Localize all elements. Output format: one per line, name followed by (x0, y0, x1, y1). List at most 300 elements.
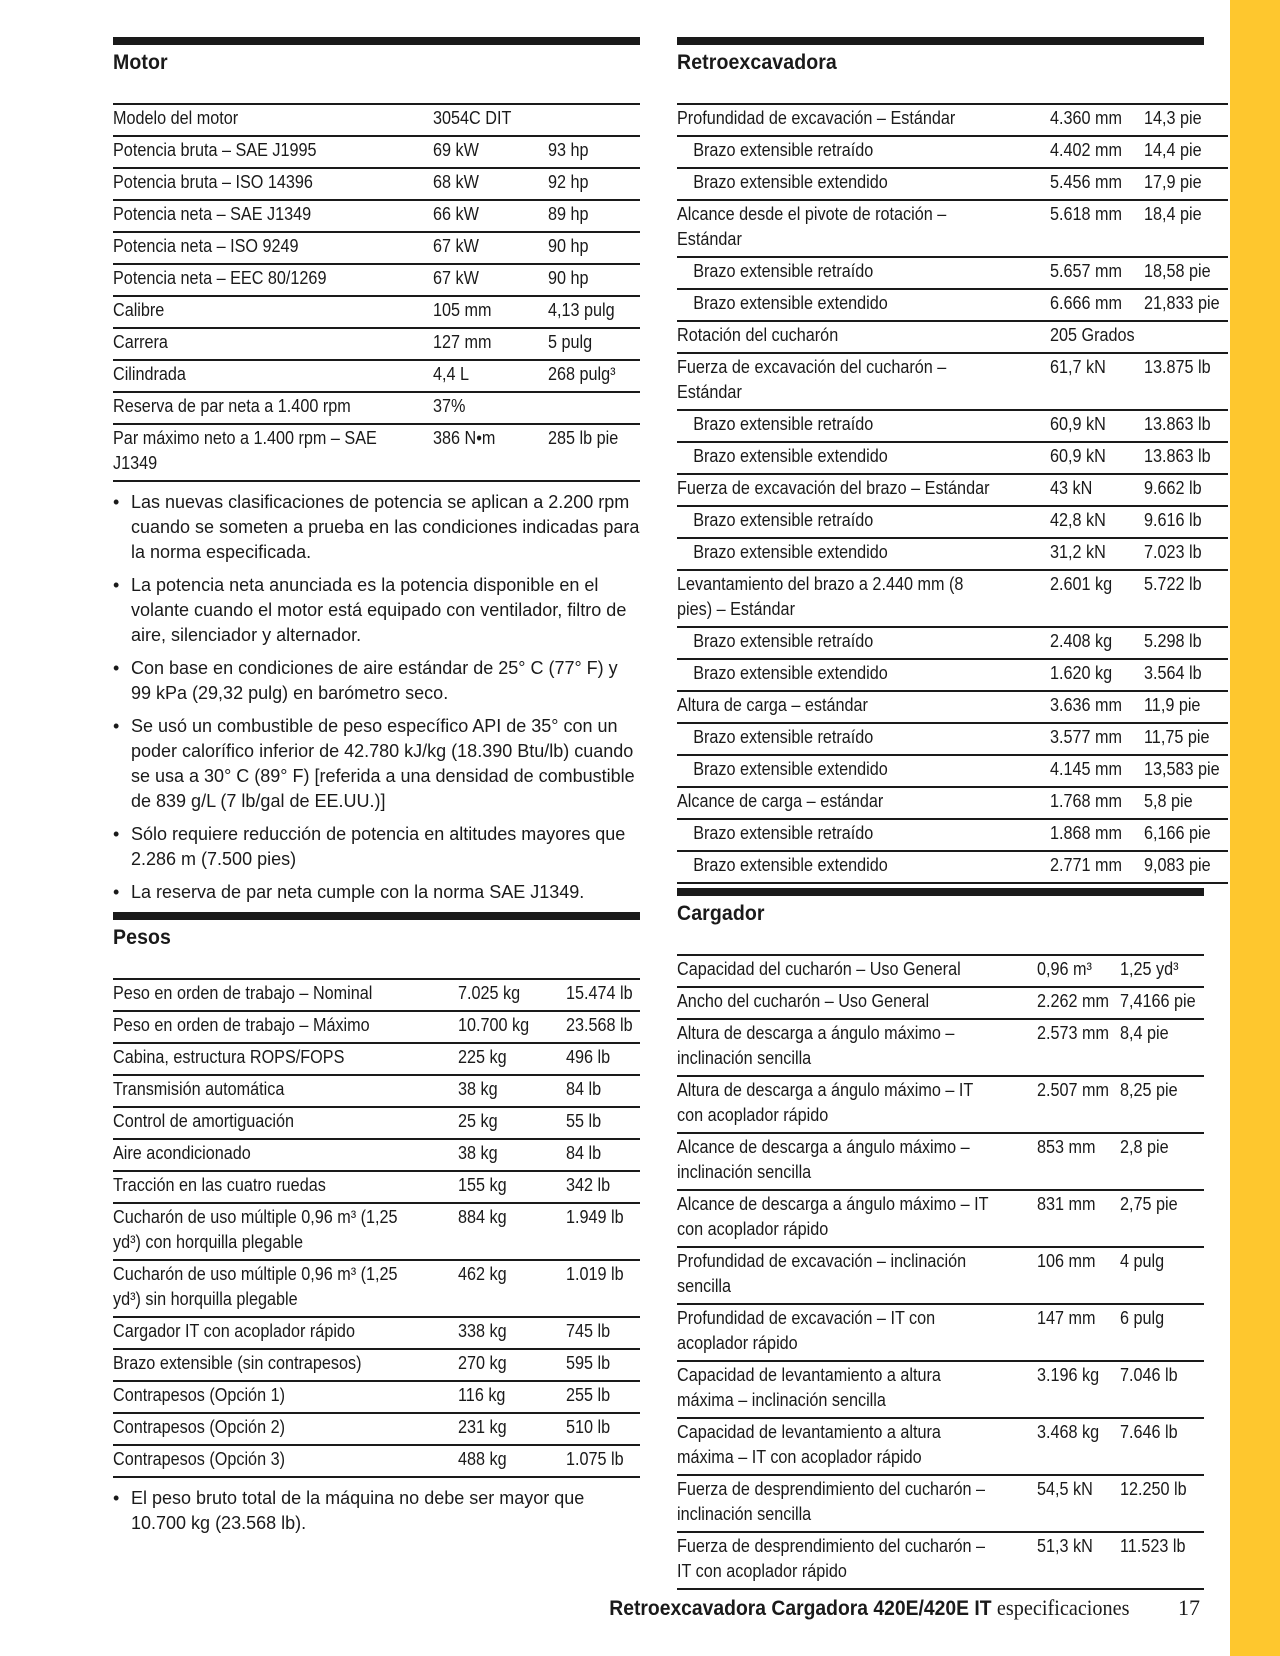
cell-text: Fuerza de desprendimiento del cucharón – IT con acoplador rápido (677, 1536, 985, 1581)
cell-text: 1.620 kg (1050, 663, 1113, 683)
cell-text: Capacidad de levantamiento a altura máxima – IT con acoplador rápido (677, 1422, 941, 1467)
spec-row (113, 296, 640, 328)
retro-spec-table (677, 103, 1228, 884)
spec-english (1120, 1133, 1204, 1190)
spec-metric (1050, 570, 1144, 627)
spec-english (566, 1413, 640, 1445)
cell-text: 90 hp (548, 268, 589, 288)
cell-text: 43 kN (1050, 478, 1093, 498)
cell-text: 3.577 mm (1050, 727, 1123, 747)
cell-text: 66 kW (433, 204, 479, 224)
spec-metric (433, 168, 548, 200)
spec-label (113, 1011, 458, 1043)
cell-text: Rotación del cucharón (677, 325, 839, 345)
section-rule (677, 37, 1204, 45)
spec-row (677, 1133, 1204, 1190)
spec-label (113, 424, 433, 481)
cell-text: 61,7 kN (1050, 357, 1106, 377)
spec-english (548, 360, 640, 392)
cell-text: 4,4 L (433, 364, 470, 384)
spec-english (1120, 987, 1204, 1019)
spec-english (548, 296, 640, 328)
spec-label (677, 1361, 1037, 1418)
cell-text: 11.523 lb (1119, 1536, 1186, 1556)
spec-metric (458, 1445, 566, 1477)
spec-label (113, 1381, 458, 1413)
section-title: Motor (113, 51, 168, 74)
bullet-icon: • (113, 1488, 120, 1508)
bullet-note (113, 573, 640, 648)
cell-text: Calibre (113, 300, 165, 320)
spec-english (1120, 1532, 1204, 1589)
cell-text: 31,2 kN (1050, 542, 1106, 562)
spec-english (1120, 1247, 1204, 1304)
spec-english (1144, 691, 1228, 723)
spec-label (113, 360, 433, 392)
spec-row (677, 168, 1228, 200)
spec-row (113, 1445, 640, 1477)
motor-notes (113, 490, 640, 905)
spec-row (677, 987, 1204, 1019)
spec-label (677, 987, 1037, 1019)
section-title: Pesos (113, 926, 172, 949)
spec-row (113, 424, 640, 481)
cell-text: Brazo extensible retraído (693, 261, 874, 281)
spec-english (566, 1203, 640, 1260)
spec-label (113, 1203, 458, 1260)
cell-text: Ancho del cucharón – Uso General (677, 991, 930, 1011)
spec-metric (458, 1075, 566, 1107)
cell-text: Brazo extensible extendido (693, 855, 888, 875)
spec-metric (1037, 1475, 1120, 1532)
spec-english (1120, 955, 1204, 987)
cargador-section (677, 888, 1204, 1590)
spec-english (1144, 755, 1228, 787)
cell-text: 2,8 pie (1119, 1137, 1169, 1157)
spec-metric (1050, 787, 1144, 819)
cell-text: Tracción en las cuatro ruedas (113, 1175, 326, 1195)
spec-english (1144, 410, 1228, 442)
cell-text: 15.474 lb (565, 983, 633, 1003)
cell-text: 14,3 pie (1144, 108, 1202, 128)
cell-text: 89 hp (548, 204, 589, 224)
cell-text: 231 kg (458, 1417, 507, 1437)
spec-label (113, 392, 433, 424)
spec-metric (433, 136, 548, 168)
cell-text: Alcance de descarga a ángulo máximo – inclinación sencilla (677, 1137, 970, 1182)
spec-english (1144, 787, 1228, 819)
spec-metric (458, 1011, 566, 1043)
cell-text: Capacidad de levantamiento a altura máxima – inclinación sencilla (677, 1365, 941, 1410)
spec-english (1144, 136, 1228, 168)
cell-text: 10.700 kg (458, 1015, 530, 1035)
spec-metric (1050, 136, 1144, 168)
cell-text: 25 kg (458, 1111, 498, 1131)
spec-metric (1037, 1532, 1120, 1589)
cell-text: 3.636 mm (1050, 695, 1123, 715)
pesos-notes (113, 1486, 640, 1536)
note-text: Las nuevas clasificaciones de potencia se aplican a 2.200 rpm cuando se someten a prueba en las condiciones indicadas para la norma especificada. (131, 492, 640, 562)
spec-metric (1050, 104, 1144, 136)
spec-english (566, 1260, 640, 1317)
note-text: La potencia neta anunciada es la potencia disponible en el volante cuando el motor está equipado con ventilador, filtro de aire, silenciador y alternador. (131, 575, 627, 645)
spec-label (677, 723, 1050, 755)
spec-label (113, 1107, 458, 1139)
spec-english (1120, 1475, 1204, 1532)
spec-row (677, 787, 1228, 819)
spec-row (113, 1011, 640, 1043)
spec-metric (1037, 1190, 1120, 1247)
spec-label (677, 200, 1050, 257)
cell-text: 745 lb (565, 1321, 611, 1341)
spec-english (1144, 289, 1228, 321)
spec-english (566, 1107, 640, 1139)
cell-text: 38 kg (458, 1079, 498, 1099)
spec-english (1144, 353, 1228, 410)
cell-text: 17,9 pie (1144, 172, 1202, 192)
bullet-note (113, 880, 640, 905)
spec-metric (1050, 723, 1144, 755)
spec-label (113, 264, 433, 296)
spec-english (1144, 627, 1228, 659)
cell-text: 853 mm (1037, 1137, 1096, 1157)
spec-english (1144, 723, 1228, 755)
cell-text: 510 lb (565, 1417, 611, 1437)
cell-text: 285 lb pie (548, 428, 619, 448)
cell-text: 90 hp (548, 236, 589, 256)
spec-label (113, 200, 433, 232)
cell-text: Brazo extensible extendido (693, 542, 888, 562)
spec-english (566, 1445, 640, 1477)
cell-text: 55 lb (565, 1111, 602, 1131)
spec-metric (433, 200, 548, 232)
spec-english (1144, 659, 1228, 691)
cell-text: Peso en orden de trabajo – Nominal (113, 983, 373, 1003)
spec-row (113, 264, 640, 296)
spec-english (566, 1075, 640, 1107)
cell-text: Brazo extensible extendido (693, 663, 888, 683)
spec-metric (1037, 1076, 1120, 1133)
section-title: Retroexcavadora (677, 51, 837, 74)
spec-metric (1050, 257, 1144, 289)
cell-text: 270 kg (458, 1353, 507, 1373)
cell-text: 3.564 lb (1144, 663, 1202, 683)
spec-row (677, 136, 1228, 168)
spec-label (113, 1260, 458, 1317)
note-text: Sólo requiere reducción de potencia en altitudes mayores que 2.286 m (7.500 pies) (131, 824, 626, 869)
spec-row (113, 328, 640, 360)
cell-text: 5.722 lb (1144, 574, 1202, 594)
spec-english (1120, 1076, 1204, 1133)
cell-text: 342 lb (565, 1175, 611, 1195)
cell-text: 831 mm (1037, 1194, 1096, 1214)
spec-metric (1037, 955, 1120, 987)
cell-text: Profundidad de excavación – Estándar (677, 108, 956, 128)
cell-text: 5.456 mm (1050, 172, 1123, 192)
bullet-icon: • (113, 716, 120, 736)
cell-text: Brazo extensible retraído (693, 510, 874, 530)
page-number: 17 (1178, 1595, 1200, 1620)
cell-text: 225 kg (458, 1047, 507, 1067)
spec-row (677, 1361, 1204, 1418)
spec-row (113, 1317, 640, 1349)
cell-text: Altura de descarga a ángulo máximo – inclinación sencilla (677, 1023, 955, 1068)
spec-label (677, 819, 1050, 851)
spec-metric (1050, 506, 1144, 538)
cell-text: 2.573 mm (1037, 1023, 1110, 1043)
spec-metric (458, 1413, 566, 1445)
spec-english (1144, 819, 1228, 851)
spec-row (677, 104, 1228, 136)
cell-text: 68 kW (433, 172, 479, 192)
spec-english (1144, 442, 1228, 474)
spec-row (113, 1043, 640, 1075)
spec-english (548, 328, 640, 360)
spec-label (113, 168, 433, 200)
page-footer (400, 1595, 1200, 1625)
cell-text: 2,75 pie (1119, 1194, 1178, 1214)
cell-text: 14,4 pie (1144, 140, 1202, 160)
spec-label (113, 1043, 458, 1075)
spec-label (677, 691, 1050, 723)
spec-english (1144, 168, 1228, 200)
spec-row (113, 392, 640, 424)
cell-text: 9,083 pie (1144, 855, 1211, 875)
spec-label (113, 1445, 458, 1477)
cell-text: 5.657 mm (1050, 261, 1123, 281)
spec-label (113, 104, 433, 136)
cell-text: 8,4 pie (1119, 1023, 1169, 1043)
spec-metric (1037, 1019, 1120, 1076)
cell-text: 84 lb (565, 1143, 602, 1163)
cell-text: Fuerza de excavación del brazo – Estándar (677, 478, 990, 498)
spec-row (677, 819, 1228, 851)
bullet-note (113, 1486, 640, 1536)
spec-label (677, 1532, 1037, 1589)
spec-metric (433, 296, 548, 328)
cell-text: 93 hp (548, 140, 589, 160)
spec-metric (1050, 410, 1144, 442)
spec-label (677, 136, 1050, 168)
cell-text: 4.402 mm (1050, 140, 1123, 160)
spec-metric (433, 264, 548, 296)
spec-label (677, 321, 1050, 353)
retro-section (677, 37, 1220, 884)
spec-row (113, 200, 640, 232)
cell-text: 496 lb (565, 1047, 611, 1067)
cell-text: 1.768 mm (1050, 791, 1123, 811)
spec-row (677, 321, 1228, 353)
cell-text: Alcance desde el pivote de rotación – Estándar (677, 204, 947, 249)
note-text: Con base en condiciones de aire estándar de 25° C (77° F) y 99 kPa (29,32 pulg) en barómetro seco. (131, 658, 618, 703)
spec-row (113, 979, 640, 1011)
spec-row (677, 851, 1228, 883)
spec-row (677, 474, 1228, 506)
spec-row (113, 1139, 640, 1171)
spec-row (113, 1349, 640, 1381)
spec-label (677, 289, 1050, 321)
spec-row (677, 289, 1228, 321)
cell-text: 1,25 yd³ (1119, 959, 1179, 979)
spec-metric (1050, 321, 1144, 353)
cell-text: 11,9 pie (1144, 695, 1201, 715)
cell-text: 488 kg (458, 1449, 507, 1469)
footer-suffix: especificaciones (997, 1595, 1130, 1620)
cell-text: Brazo extensible extendido (693, 172, 888, 192)
spec-metric (1050, 442, 1144, 474)
spec-metric (1050, 691, 1144, 723)
cell-text: Par máximo neto a 1.400 rpm – SAE J1349 (113, 428, 377, 473)
spec-row (113, 1075, 640, 1107)
spec-row (113, 360, 640, 392)
cell-text: 6.666 mm (1050, 293, 1123, 313)
cell-text: 69 kW (433, 140, 479, 160)
cell-text: Altura de carga – estándar (677, 695, 868, 715)
cell-text: 18,4 pie (1144, 204, 1202, 224)
bullet-icon: • (113, 824, 120, 844)
bullet-icon: • (113, 882, 120, 902)
spec-english (1144, 474, 1228, 506)
cell-text: 3054C DIT (433, 108, 512, 128)
cell-text: Potencia bruta – SAE J1995 (113, 140, 317, 160)
cell-text: 60,9 kN (1050, 414, 1106, 434)
note-text: El peso bruto total de la máquina no debe ser mayor que 10.700 kg (23.568 lb). (131, 1488, 585, 1533)
cell-text: 147 mm (1037, 1308, 1096, 1328)
cell-text: 0,96 m³ (1037, 959, 1092, 979)
spec-metric (1050, 755, 1144, 787)
spec-label (677, 104, 1050, 136)
spec-english (1144, 104, 1228, 136)
spec-label (677, 1019, 1037, 1076)
spec-row (677, 538, 1228, 570)
cell-text: Contrapesos (Opción 1) (113, 1385, 285, 1405)
spec-label (677, 755, 1050, 787)
spec-english (1144, 506, 1228, 538)
cell-text: 42,8 kN (1050, 510, 1106, 530)
spec-english (548, 104, 640, 136)
cargador-spec-table (677, 954, 1204, 1590)
cell-text: 11,75 pie (1144, 727, 1210, 747)
cell-text: 386 N•m (433, 428, 496, 448)
spec-label (677, 168, 1050, 200)
cell-text: 84 lb (565, 1079, 602, 1099)
cell-text: Brazo extensible retraído (693, 823, 874, 843)
cell-text: 92 hp (548, 172, 589, 192)
cell-text: 1.868 mm (1050, 823, 1123, 843)
cell-text: Potencia neta – EEC 80/1269 (113, 268, 327, 288)
spec-metric (1037, 1247, 1120, 1304)
cell-text: 2.262 mm (1037, 991, 1110, 1011)
note-text: La reserva de par neta cumple con la norma SAE J1349. (131, 882, 585, 902)
cell-text: 7.646 lb (1119, 1422, 1178, 1442)
cell-text: 4.360 mm (1050, 108, 1123, 128)
footer-model: Retroexcavadora Cargadora 420E/420E IT (609, 1597, 993, 1620)
cell-text: 595 lb (565, 1353, 611, 1373)
cell-text: 7.025 kg (458, 983, 521, 1003)
spec-english (566, 1011, 640, 1043)
spec-metric (1037, 1418, 1120, 1475)
spec-row (677, 955, 1204, 987)
spec-row (113, 1171, 640, 1203)
spec-metric (458, 1260, 566, 1317)
spec-row (677, 1190, 1204, 1247)
cell-text: 155 kg (458, 1175, 507, 1195)
spec-metric (1037, 987, 1120, 1019)
bullet-note (113, 490, 640, 565)
spec-english (566, 1317, 640, 1349)
spec-label (677, 1190, 1037, 1247)
spec-metric (1050, 627, 1144, 659)
spec-row (677, 691, 1228, 723)
spec-metric (433, 424, 548, 481)
spec-label (113, 136, 433, 168)
spec-row (677, 1019, 1204, 1076)
spec-english (1144, 257, 1228, 289)
cell-text: 116 kg (458, 1385, 506, 1405)
spec-label (677, 474, 1050, 506)
cell-text: Brazo extensible (sin contrapesos) (113, 1353, 362, 1373)
spec-label (677, 353, 1050, 410)
spec-metric (1037, 1133, 1120, 1190)
cell-text: 21,833 pie (1144, 293, 1220, 313)
footer-title (610, 1595, 1130, 1621)
cell-text: 2.507 mm (1037, 1080, 1110, 1100)
section-title: Cargador (677, 902, 765, 925)
spec-metric (1050, 659, 1144, 691)
cell-text: 13.875 lb (1144, 357, 1211, 377)
cell-text: Alcance de carga – estándar (677, 791, 884, 811)
cell-text: Potencia bruta – ISO 14396 (113, 172, 313, 192)
spec-row (677, 1475, 1204, 1532)
section-rule (113, 912, 640, 920)
spec-metric (1050, 353, 1144, 410)
spec-label (677, 851, 1050, 883)
spec-label (677, 1304, 1037, 1361)
spec-label (113, 1317, 458, 1349)
spec-metric (433, 328, 548, 360)
cell-text: Carrera (113, 332, 168, 352)
bullet-note (113, 656, 640, 706)
spec-metric (1050, 538, 1144, 570)
spec-label (677, 955, 1037, 987)
spec-english (548, 264, 640, 296)
spec-english (566, 1139, 640, 1171)
cell-text: 1.075 lb (565, 1449, 624, 1469)
cell-text: Profundidad de excavación – IT con acoplador rápido (677, 1308, 936, 1353)
cell-text: 338 kg (458, 1321, 507, 1341)
spec-label (113, 1171, 458, 1203)
cell-text: Brazo extensible retraído (693, 140, 874, 160)
spec-english (548, 424, 640, 481)
spec-english (566, 1381, 640, 1413)
cell-text: 12.250 lb (1119, 1479, 1187, 1499)
cell-text: Cargador IT con acoplador rápido (113, 1321, 355, 1341)
spec-metric (458, 1107, 566, 1139)
bullet-icon: • (113, 492, 120, 512)
spec-metric (433, 232, 548, 264)
cell-text: Potencia neta – SAE J1349 (113, 204, 312, 224)
cell-text: Brazo extensible retraído (693, 631, 874, 651)
cell-text: Peso en orden de trabajo – Máximo (113, 1015, 370, 1035)
spec-row (677, 659, 1228, 691)
cell-text: Profundidad de excavación – inclinación sencilla (677, 1251, 967, 1296)
spec-row (113, 232, 640, 264)
spec-label (677, 1475, 1037, 1532)
cell-text: 18,58 pie (1144, 261, 1211, 281)
spec-english (1120, 1304, 1204, 1361)
spec-label (677, 442, 1050, 474)
cell-text: Brazo extensible extendido (693, 446, 888, 466)
